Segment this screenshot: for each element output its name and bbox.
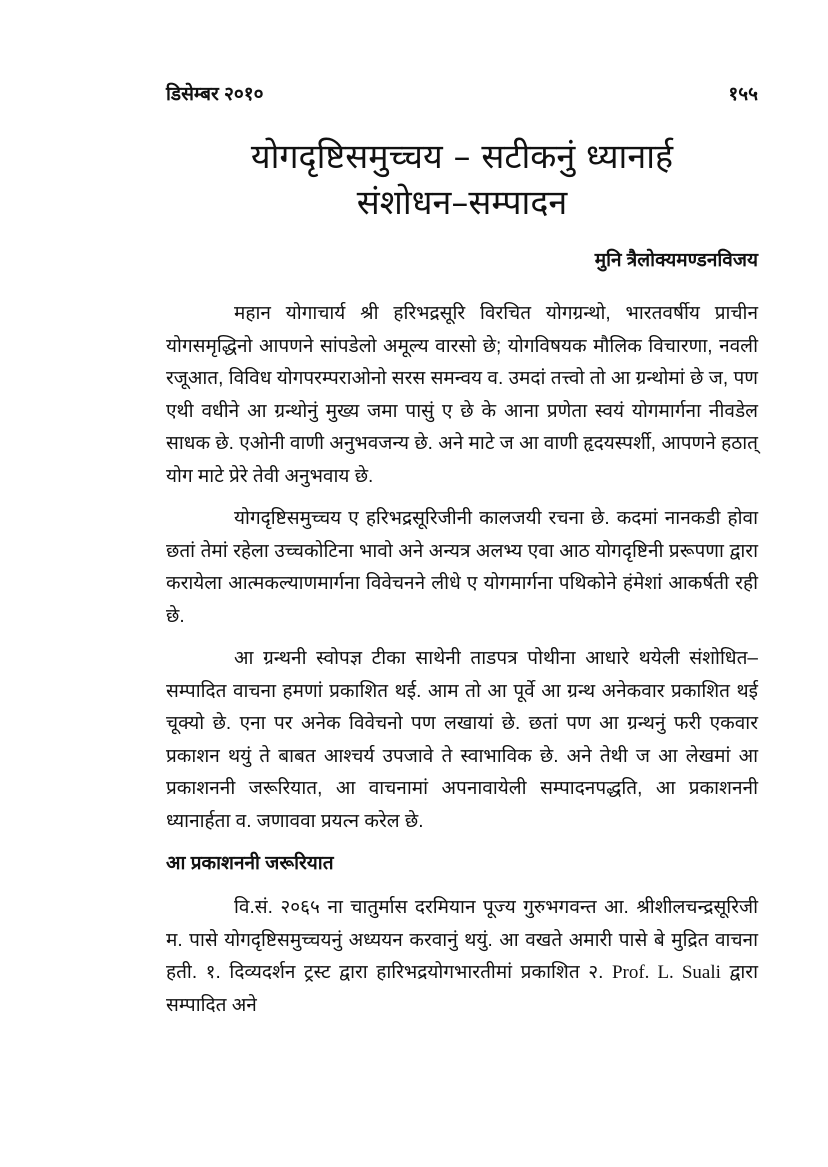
- page-number: १५५: [728, 84, 758, 105]
- article-author: मुनि त्रैलोक्यमण्डनविजय: [594, 250, 758, 271]
- paragraph-yogadrishti: योगदृष्टिसमुच्चय ए हरिभद्रसूरिजीनी कालजयी रचना छे. कदमां नानकडी होवा छतां तेमां रहेला उच्चकोटिना भावो अने अन्यत्र अलभ्य एवा आठ योगदृष्टिनी प्ररूपणा द्वारा करायेला आत्मकल्याणमार्गना विवेचनने लीधे ए योगमार्गना पथिकोने हंमेशां आकर्षती रही छे.: [166, 508, 758, 627]
- section-heading: आ प्रकाशननी जरूरियात: [166, 853, 334, 874]
- article-title-line-1: योगदृष्टिसमुच्चय – सटीकनुं ध्यानार्ह: [250, 137, 674, 177]
- running-header-date: डिसेम्बर २०१०: [166, 84, 264, 105]
- article-title-line-2: संशोधन–सम्पादन: [356, 183, 568, 223]
- paragraph-publication: आ ग्रन्थनी स्वोपज्ञ टीका साथेनी ताडपत्र पोथीना आधारे थयेली संशोधित–सम्पादित वाचना हमणां प्रकाशित थई. आम तो आ पूर्वे आ ग्रन्थ अनेकवार प्रकाशित थई चूक्यो छे. एना पर अनेक विवेचनो पण लखायां छे. छतां पण आ ग्रन्थनुं फरी एकवार प्रकाशन थयुं ते बाबत आश्चर्य उपजावे ते स्वाभाविक छे. अने तेथी ज आ लेखमां आ प्रकाशननी जरूरियात, आ वाचनामां अपनावायेली सम्पादनपद्धति, आ प्रकाशननी ध्यानार्हता व. जणाववा प्रयत्न करेल छे.: [166, 648, 758, 832]
- paragraph-section-text-start: वि.सं. २०६५ ना चातुर्मास दरमियान पूज्य गुरुभगवन्त आ. श्रीशीलचन्द्रसूरिजी म. पासे योगदृष्टिसमुच्चयनुं अध्ययन करवानुं थयुं. आ वखते अमारी पासे बे मुद्रित वाचना हती. १. दिव्यदर्शन ट्रस्ट द्वारा हारिभद्रयोगभारतीमां प्रकाशित २.: [166, 897, 758, 983]
- article-body: [166, 298, 758, 1022]
- paragraph-intro: महान योगाचार्य श्री हरिभद्रसूरि विरचित योगग्रन्थो, भारतवर्षीय प्राचीन योगसमृद्धिनो आपणने सांपडेलो अमूल्य वारसो छे; योगविषयक मौलिक विचारणा, नवली रजूआत, विविध योगपरम्पराओनो सरस समन्वय व. उमदां तत्त्वो तो आ ग्रन्थोमां छे ज, पण एथी वधीने आ ग्रन्थोनुं मुख्य जमा पासुं ए छे के आना प्रणेता स्वयं योगमार्गना नीवडेल साधक छे. एओनी वाणी अनुभवजन्य छे. अने माटे ज आ वाणी हृदयस्पर्शी, आपणने हठात् योग माटे प्रेरे तेवी अनुभवाय छे.: [166, 303, 758, 487]
- document-page: [166, 80, 758, 1032]
- running-header: [166, 80, 758, 110]
- editor-name-latin: Prof. L. Suali: [611, 962, 721, 983]
- article-title: [166, 134, 758, 226]
- paragraph-section-start: [166, 892, 758, 1022]
- paragraph-section-text-end: द्वारा सम्पादित अने: [166, 962, 758, 1016]
